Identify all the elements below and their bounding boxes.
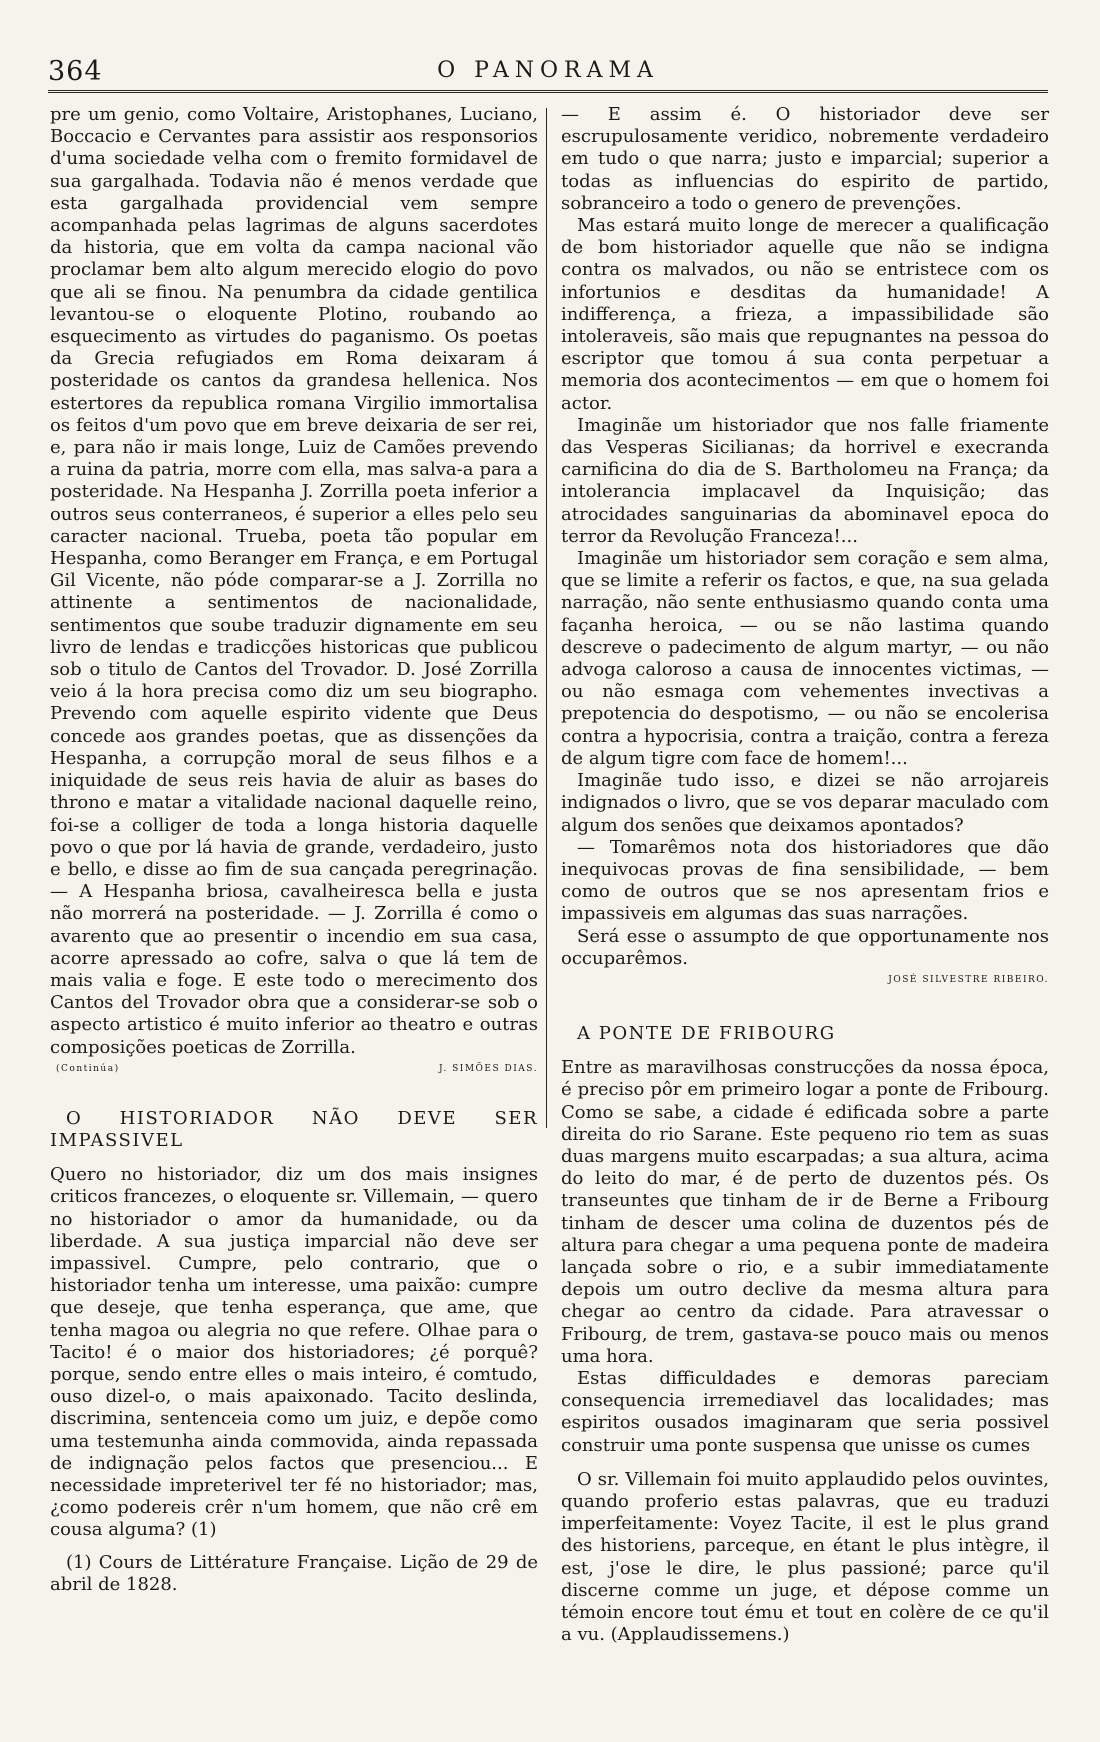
page-header [48,56,1048,92]
continuation-note: (Continúa) [56,1063,120,1074]
publication-title: O PANORAMA [437,58,659,83]
article-paragraph: Imaginãe um historiador que nos falle friamente das Vesperas Sicilianas; da horrivel e execranda carnificina do dia de S. Bartholomeu na França; da intolerancia implacavel da Inquisição; das atrocidades sanguinarias da abominavel epoca do terror da Revolução Franceza!... [561,414,1049,547]
article-paragraph: Será esse o assumpto de que opportunamente nos occuparêmos. [561,925,1049,969]
right-column [561,104,1049,1646]
left-column [50,104,538,1596]
article-signature [50,1064,538,1078]
section-title: A PONTE DE FRIBOURG [577,1022,836,1044]
article-paragraph: Quero no historiador, diz um dos mais insignes criticos francezes, o eloquente sr. Villemain, — quero no historiador o amor da humanidade, ou da liberdade. A sua justiça imparcial não deve ser impassivel. Cumpre, pelo contrario, que o historiador tenha um interesse, uma paixão: cumpre que deseje, que tenha esperança, que ame, que tenha magoa ou alegria no que refere. Olhae para o Tacito! é o maior dos historiadores; ¿é porquê? porque, sendo entre elles o mais inteiro, é comtudo, ouso dizel-o, o mais apaixonado. Tacito deslinda, discrimina, sentenceia como um juiz, e depõe como uma testemunha ainda commovida, ainda repassada de indignação pelos factos que presenciou... E necessidade impreterivel ter fé no historiador; mas, ¿como podereis crêr n'um homem, que não crê em cousa alguma? (1) [50,1164,538,1541]
article-paragraph: Imaginãe tudo isso, e dizei se não arrojareis indignados o livro, que se vos deparar maculado com algum dos senões que deixamos apontados? [561,770,1049,836]
author-signature: J. SIMÕES DIAS. [438,1063,538,1074]
page-number: 364 [48,56,103,87]
article-paragraph: Entre as maravilhosas construcções da nossa época, é preciso pôr em primeiro logar a ponte de Fribourg. Como se sabe, a cidade é edificada sobre a parte direita do rio Sarane. Este pequeno rio tem as suas duas margens muito escarpadas; a sua altura, acima do leito do mar, é de perto de duzentos pés. Os transeuntes que tinham de ir de Berne a Fribourg tinham de descer uma colina de duzentos pés de altura para chegar a uma pequena ponte de madeira lançada sobre o rio, e a subir immediatamente depois um outro declive da mesma altura para chegar ao centro da cidade. Para atravessar o Fribourg, de trem, gastava-se pouco mais ou menos uma hora. [561,1057,1049,1367]
article-paragraph: pre um genio, como Voltaire, Aristophanes, Luciano, Boccacio e Cervantes para assistir aos responsorios d'uma sociedade velha com o fremito formidavel de sua gargalhada. Todavia não é menos verdade que esta gargalhada providencial vem sempre acompanhada pelas lagrimas de alguns sacerdotes da historia, que em volta da campa nacional vão proclamar bem alto algum merecido elogio do povo que ali se finou. Na penumbra da cidade gentilica levantou-se o eloquente Plotino, roubando ao esquecimento as virtudes do paganismo. Os poetas da Grecia refugiados em Roma deixaram á posteridade os cantos da grandesa hellenica. Nos estertores da republica romana Virgilio immortalisa os feitos d'um povo que em breve deixaria de ser rei, e, para não ir mais longe, Luiz de Camões prevendo a ruina da patria, morre com ella, mas salva-a para a posteridade. Na Hespanha J. Zorrilla poeta inferior a outros seus conterraneos, é superior a elles pelo seu caracter nacional. Trueba, poeta tão popular em Hespanha, como Beranger em França, e em Portugal Gil Vicente, não póde comparar-se a J. Zorrilla no attinente a sentimentos de nacionalidade, sentimentos que soube traduzir dignamente em seu livro de lendas e tradicções historicas que publicou sob o titulo de Cantos del Trovador. D. José Zorrilla veio á la hora precisa como diz um seu biographo. Prevendo com aquelle espirito vidente que Deus concede aos grandes poetas, que as dissenções da Hespanha, a corrupção moral de seus filhos e a iniquidade de seus reis havia de aluir as bases do throno e matar a vitalidade nacional daquelle reino, foi-se a colliger de toda a longa historia daquelle povo o que por lá havia de grande, verdadeiro, justo e bello, e disse ao fim de sua cançada peregrinação. — A Hespanha briosa, cavalheiresca bella e justa não morrerá na posteridade. — J. Zorrilla é como o avarento que ao presentir o incendio em sua casa, acorre apressado ao cofre, salva o que lá tem de mais valia e foge. E este todo o merecimento dos Cantos del Trovador obra que a considerar-se sob o aspecto artistico é muito inferior ao theatro e outras composições poeticas de Zorrilla. [50,104,538,1058]
author-signature: JOSÉ SILVESTRE RIBEIRO. [888,974,1049,985]
section-title: O HISTORIADOR NÃO DEVE SER IMPASSIVEL [50,1107,538,1151]
footnote: O sr. Villemain foi muito applaudido pelos ouvintes, quando proferio estas palavras, que eu traduzi imperfeitamente: Voyez Tacite, il est le plus grand des historiens, parceque, en étant le plus intègre, il est, j'ose le dire, le plus passioné; parce qu'il discerne comme un juge, et dépose comme un témoin encore tout ému et tout en colère de ce qu'il a vu. (Applaudissemens.) [561,1468,1049,1646]
article-paragraph: Estas difficuldades e demoras pareciam consequencia irremediavel das localidades; mas espiritos ousados imaginaram que seria possivel construir uma ponte suspensa que unisse os cumes [561,1367,1049,1456]
article-paragraph: — E assim é. O historiador deve ser escrupulosamente veridico, nobremente verdadeiro em tudo o que narra; justo e imparcial; superior a todas as influencias do espirito de partido, sobranceiro a todo o genero de prevenções. [561,104,1049,214]
article-paragraph: Mas estará muito longe de merecer a qualificação de bom historiador aquelle que não se indigna contra os malvados, ou não se entristece com os infortunios e desditas da humanidade! A indifferença, a frieza, a impassibilidade são intoleraveis, são mais que repugnantes na pessoa do escriptor que tomou á sua conta perpetuar a memoria dos acontecimentos — em que o homem foi actor. [561,215,1049,414]
article-signature [561,975,1049,989]
column-divider [546,108,547,1128]
article-paragraph: Imaginãe um historiador sem coração e sem alma, que se limite a referir os factos, e que, na sua gelada narração, não sente enthusiasmo quando conta uma façanha heroica, — ou se não lastima quando descreve o padecimento de algum martyr, — ou não advoga caloroso a causa de innocentes victimas, — ou não esmaga com vehementes invectivas a prepotencia do despotismo, — ou não se encolerisa contra a hypocrisia, contra a traição, contra a fereza de algum tigre com face de homem!... [561,548,1049,769]
article-paragraph: — Tomarêmos nota dos historiadores que dão inequivocas provas de fina sensibilidade, — bem como de outros que se nos apresentam frios e impassiveis em algumas das suas narrações. [561,836,1049,925]
header-rule [48,90,1048,93]
footnote: (1) Cours de Littérature Française. Lição de 29 de abril de 1828. [50,1551,538,1595]
